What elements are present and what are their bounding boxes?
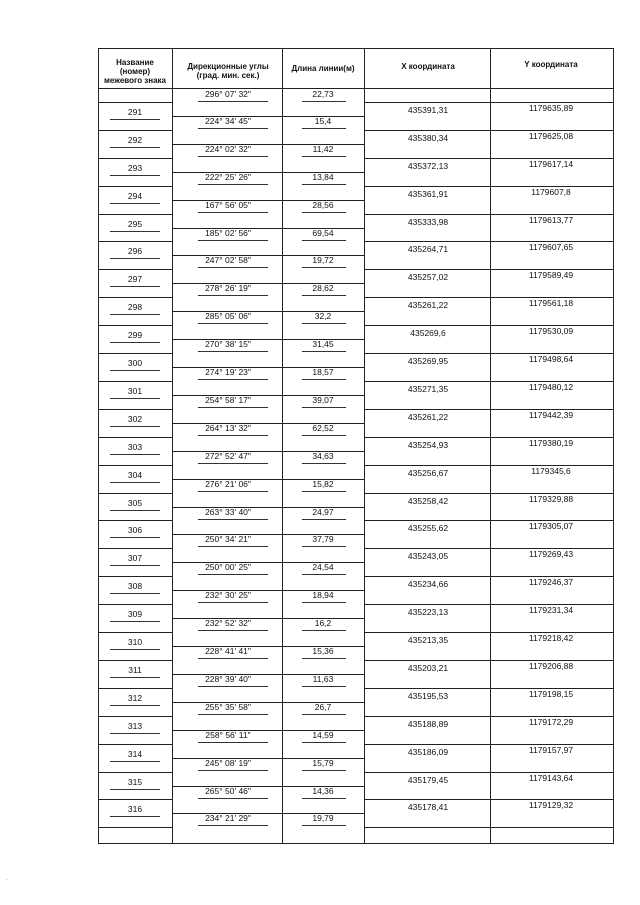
point-row-divider [98,799,172,800]
column-divider [282,48,283,844]
point-name: 299 [127,330,143,341]
column-divider [613,48,614,844]
value-underline [198,630,268,631]
column-divider [172,48,173,844]
point-name: 296 [127,246,143,257]
point-row-divider [364,437,614,438]
point-row-divider [364,465,614,466]
line-length: 39,07 [312,394,334,405]
y-coordinate: 1179129,32 [528,800,574,811]
point-row-divider [98,660,172,661]
value-underline [302,798,346,799]
y-coordinate: 1179498,64 [528,354,574,364]
value-underline [110,203,160,204]
point-row-divider [98,604,172,605]
direction-angle: 254° 58' 17" [205,394,251,405]
point-row-divider [98,158,172,159]
x-coordinate: 435234,66 [407,579,449,590]
point-row-divider [98,520,172,521]
line-length: 18,94 [312,590,334,601]
x-coordinate: 435391,31 [407,104,449,115]
line-length: 15,79 [312,757,334,768]
point-row-divider [98,214,172,215]
y-coordinate: 1179172,29 [528,716,574,727]
x-coordinate: 435186,09 [407,746,449,757]
value-underline [198,463,268,464]
x-coordinate: 435195,53 [407,690,449,701]
coordinates-table [98,48,614,844]
point-name: 316 [127,804,143,815]
margin-mark: . [6,876,8,882]
x-coordinate: 435178,41 [407,802,449,813]
value-underline [302,184,346,185]
value-underline [110,621,160,622]
header-bottom-border [98,88,614,89]
header-y: Y координата [524,60,578,69]
y-coordinate: 1179218,42 [528,633,574,643]
point-name: 295 [127,218,143,229]
value-underline [198,574,268,575]
line-length: 15,36 [312,646,334,656]
x-coordinate: 435271,35 [407,383,449,394]
direction-angle: 222° 25' 26" [205,171,251,182]
point-row-divider [364,102,614,103]
value-underline [302,602,346,603]
line-length: 31,45 [312,339,334,350]
y-coordinate: 1179329,88 [528,493,574,504]
point-row-divider [364,688,614,689]
value-underline [198,714,268,715]
point-name: 306 [127,525,143,536]
point-name: 314 [127,748,143,759]
line-length: 16,2 [314,618,332,629]
line-length: 13,84 [312,171,334,182]
value-underline [110,537,160,538]
y-coordinate: 1179561,18 [528,298,574,309]
point-row-divider [98,409,172,410]
y-coordinate: 1179530,09 [528,326,574,337]
direction-angle: 234° 21' 29" [205,813,251,824]
line-length: 24,54 [312,562,334,573]
y-coordinate: 1179380,19 [528,437,574,448]
point-name: 291 [127,106,143,117]
x-coordinate: 435257,02 [407,272,449,283]
point-row-divider [98,576,172,577]
table-top-border [98,48,614,49]
y-coordinate: 1179269,43 [528,549,574,560]
point-row-divider [98,827,172,828]
point-row-divider [98,353,172,354]
value-underline [198,602,268,603]
line-length: 14,59 [312,729,334,740]
value-underline [302,742,346,743]
y-coordinate: 1179480,12 [528,381,574,392]
y-coordinate: 1179442,39 [528,409,574,420]
point-row-divider [364,214,614,215]
value-underline [198,686,268,687]
direction-angle: 270° 38' 15" [205,339,251,350]
point-row-divider [98,381,172,382]
line-length: 14,36 [312,785,334,796]
value-underline [110,426,160,427]
value-underline [198,267,268,268]
point-row-divider [364,381,614,382]
point-row-divider [364,632,614,633]
point-row-divider [364,130,614,131]
x-coordinate: 435256,67 [407,467,449,478]
value-underline [198,351,268,352]
value-underline [302,463,346,464]
value-underline [198,658,268,659]
direction-angle: 185° 02' 56" [205,227,251,238]
value-underline [302,574,346,575]
value-underline [110,286,160,287]
line-length: 24,97 [312,506,334,517]
x-coordinate: 435188,89 [407,718,449,729]
y-coordinate: 1179157,97 [528,744,574,755]
direction-angle: 232° 52' 32" [205,618,251,629]
header-name: Название (номер) межевого знака [103,58,167,85]
point-name: 313 [127,720,143,731]
line-length: 32,2 [314,311,332,322]
point-row-divider [98,744,172,745]
point-row-divider [98,548,172,549]
line-length: 19,72 [312,255,334,266]
point-name: 312 [127,692,143,703]
line-length: 18,57 [312,367,334,377]
direction-angle: 276° 21' 06" [205,478,251,489]
point-name: 311 [128,664,142,675]
point-row-divider [364,576,614,577]
x-coordinate: 435333,98 [407,216,449,227]
direction-angle: 250° 34' 21" [205,534,251,545]
point-row-divider [364,186,614,187]
direction-angle: 278° 26' 19" [205,283,251,294]
point-name: 307 [127,553,143,564]
header-length: Длина линии(м) [291,64,355,73]
line-length: 69,54 [312,227,334,238]
y-coordinate: 1179607,8 [531,186,571,197]
point-name: 308 [127,581,143,592]
direction-angle: 274° 19' 23" [205,367,251,377]
direction-angle: 265° 50' 46" [205,785,251,796]
y-coordinate: 1179607,65 [528,242,574,253]
value-underline [110,510,160,511]
value-underline [110,231,160,232]
value-underline [110,816,160,817]
value-underline [198,798,268,799]
direction-angle: 263° 33' 40" [205,506,251,517]
point-row-divider [364,325,614,326]
x-coordinate: 435380,34 [407,132,449,143]
y-coordinate: 1179143,64 [528,772,574,783]
y-coordinate: 1179625,08 [528,130,574,141]
direction-angle: 224° 34' 45" [205,115,251,126]
point-row-divider [98,437,172,438]
point-row-divider [98,493,172,494]
point-row-divider [364,241,614,242]
point-row-divider [364,827,614,828]
x-coordinate: 435261,22 [407,300,449,311]
point-row-divider [364,799,614,800]
value-underline [302,267,346,268]
value-underline [198,825,268,826]
value-underline [110,593,160,594]
point-row-divider [98,772,172,773]
y-coordinate: 1179635,89 [528,102,574,113]
direction-angle: 228° 39' 40" [205,673,251,684]
point-name: 309 [127,609,143,620]
direction-angle: 264° 13' 32" [205,422,251,433]
value-underline [198,491,268,492]
line-length: 37,79 [312,534,334,545]
direction-angle: 285° 05' 06" [205,311,251,322]
point-name: 304 [127,469,143,480]
point-row-divider [364,660,614,661]
line-length: 26,7 [314,701,332,712]
value-underline [302,546,346,547]
value-underline [198,407,268,408]
x-coordinate: 435372,13 [407,160,449,171]
value-underline [198,156,268,157]
point-name: 305 [127,497,143,508]
point-name: 310 [127,637,143,647]
value-underline [110,761,160,762]
value-underline [198,546,268,547]
value-underline [302,351,346,352]
point-name: 292 [127,134,143,145]
direction-angle: 167° 56' 05" [205,199,251,210]
value-underline [198,435,268,436]
line-length: 34,63 [312,450,334,461]
value-underline [198,519,268,520]
value-underline [302,825,346,826]
value-underline [110,482,160,483]
y-coordinate: 1179345,6 [531,465,571,476]
point-row-divider [364,772,614,773]
value-underline [110,175,160,176]
value-underline [198,770,268,771]
value-underline [198,128,268,129]
value-underline [198,379,268,380]
direction-angle: 296° 07' 32" [205,89,251,99]
point-row-divider [98,130,172,131]
x-coordinate: 435261,22 [407,411,449,422]
x-coordinate: 435243,05 [407,551,449,562]
y-coordinate: 1179613,77 [528,214,574,225]
value-underline [302,435,346,436]
value-underline [110,565,160,566]
y-coordinate: 1179206,88 [528,660,574,671]
x-coordinate: 435254,93 [407,439,449,450]
direction-angle: 272° 52' 47" [205,450,251,461]
column-divider [364,48,365,844]
point-row-divider [98,688,172,689]
line-length: 15,4 [314,115,332,126]
point-row-divider [98,716,172,717]
value-underline [198,184,268,185]
point-name: 298 [127,302,143,313]
value-underline [110,733,160,734]
line-length: 62,52 [312,422,334,433]
x-coordinate: 435213,35 [407,635,449,645]
y-coordinate: 1179231,34 [528,605,574,616]
value-underline [110,147,160,148]
value-underline [110,342,160,343]
point-row-divider [364,269,614,270]
y-coordinate: 1179617,14 [528,158,574,169]
value-underline [302,491,346,492]
point-name: 301 [127,385,143,396]
direction-angle: 232° 30' 25" [205,590,251,601]
point-name: 293 [127,162,143,173]
line-length: 11,42 [312,143,334,154]
line-length: 22,73 [312,89,334,99]
direction-angle: 224° 02' 32" [205,143,251,154]
y-coordinate: 1179198,15 [528,688,574,699]
x-coordinate: 435264,71 [407,244,449,255]
point-row-divider [364,604,614,605]
value-underline [198,295,268,296]
x-coordinate: 435255,62 [407,523,449,534]
value-underline [302,714,346,715]
direction-angle: 247° 02' 58" [205,255,251,266]
table-bottom-border [98,843,614,844]
value-underline [110,398,160,399]
line-length: 11,63 [312,673,334,684]
value-underline [302,323,346,324]
point-row-divider [364,548,614,549]
value-underline [302,101,346,102]
header-x: X координата [401,62,455,71]
point-name: 302 [127,413,143,424]
point-row-divider [98,297,172,298]
value-underline [302,295,346,296]
value-underline [302,686,346,687]
y-coordinate: 1179589,49 [528,270,574,281]
x-coordinate: 435179,45 [407,774,449,785]
value-underline [110,454,160,455]
x-coordinate: 435203,21 [407,662,449,673]
value-underline [302,379,346,380]
y-coordinate: 1179305,07 [528,521,574,532]
point-row-divider [364,158,614,159]
point-row-divider [364,520,614,521]
value-underline [110,119,160,120]
point-row-divider [364,744,614,745]
x-coordinate: 435258,42 [407,495,449,506]
direction-angle: 245° 08' 19" [205,757,251,768]
value-underline [110,677,160,678]
value-underline [198,212,268,213]
line-length: 28,56 [312,199,334,210]
point-row-divider [364,409,614,410]
point-row-divider [364,716,614,717]
point-row-divider [98,102,172,103]
point-name: 300 [127,358,143,368]
point-name: 315 [127,776,143,787]
value-underline [110,649,160,650]
point-row-divider [98,325,172,326]
point-row-divider [364,353,614,354]
value-underline [110,705,160,706]
value-underline [110,314,160,315]
direction-angle: 250° 00' 25" [205,562,251,573]
x-coordinate: 435269,95 [407,356,449,366]
point-row-divider [98,465,172,466]
value-underline [302,240,346,241]
point-name: 303 [127,441,143,452]
value-underline [198,101,268,102]
header-angle: Дирекционные углы (град. мин. сек.) [187,62,269,80]
value-underline [302,770,346,771]
point-row-divider [364,297,614,298]
value-underline [302,630,346,631]
line-length: 15,82 [312,478,334,489]
point-row-divider [98,186,172,187]
value-underline [110,370,160,371]
point-row-divider [364,493,614,494]
value-underline [302,658,346,659]
direction-angle: 228° 41' 41" [205,646,251,656]
value-underline [198,742,268,743]
value-underline [110,258,160,259]
point-name: 297 [127,274,143,285]
value-underline [302,128,346,129]
line-length: 19,79 [312,813,334,824]
point-row-divider [98,632,172,633]
value-underline [198,323,268,324]
point-name: 294 [127,190,143,201]
y-coordinate: 1179246,37 [528,577,574,588]
x-coordinate: 435361,91 [407,188,449,199]
value-underline [198,240,268,241]
value-underline [302,407,346,408]
value-underline [110,789,160,790]
point-row-divider [98,269,172,270]
point-row-divider [98,241,172,242]
value-underline [302,519,346,520]
line-length: 28,62 [312,283,334,294]
direction-angle: 258° 56' 11" [205,729,251,740]
value-underline [302,212,346,213]
value-underline [302,156,346,157]
x-coordinate: 435223,13 [407,607,449,618]
x-coordinate: 435269,6 [410,328,446,339]
direction-angle: 255° 35' 58" [205,701,251,712]
